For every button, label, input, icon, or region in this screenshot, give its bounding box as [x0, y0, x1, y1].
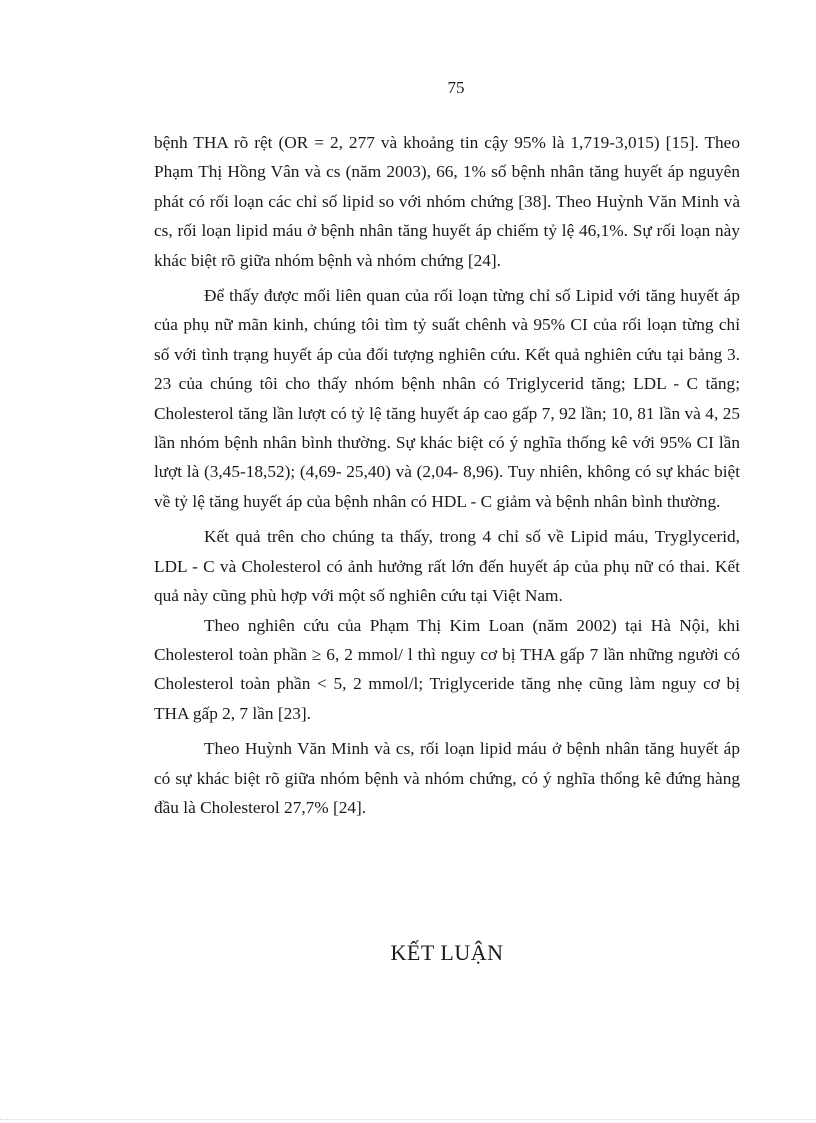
paragraph-continuation: bệnh THA rõ rệt (OR = 2, 277 và khoảng tin cậy 95% là 1,719-3,015) [15]. Theo Phạm Thị Hồng Vân và cs (năm 2003), 66, 1% số bệnh nhân tăng huyết áp nguyên phát có rối loạn các chỉ số lipid so với nhóm chứng [38]. Theo Huỳnh Văn Minh và cs, rối loạn lipid máu ở bệnh nhân tăng huyết áp chiếm tỷ lệ 46,1%. Sự rối loạn này khác biệt rõ giữa nhóm bệnh và nhóm chứng [24]. — [154, 133, 740, 270]
page-bottom-divider — [0, 1119, 816, 1120]
paragraph-results-summary: Kết quả trên cho chúng ta thấy, trong 4 chỉ số về Lipid máu, Tryglycerid, LDL - C và Cholesterol có ảnh hưởng rất lớn đến huyết áp của phụ nữ có thai. Kết quả này cũng phù hợp với một số nghiên cứu tại Việt Nam. — [154, 527, 740, 606]
body-text — [154, 128, 740, 822]
paragraph-huynh-van-minh: Theo Huỳnh Văn Minh và cs, rối loạn lipid máu ở bệnh nhân tăng huyết áp có sự khác biệt rõ giữa nhóm bệnh và nhóm chứng, có ý nghĩa thống kê đứng hàng đầu là Cholesterol 27,7% [24]. — [154, 739, 740, 817]
paragraph-kim-loan-study: Theo nghiên cứu của Phạm Thị Kim Loan (năm 2002) tại Hà Nội, khi Cholesterol toàn phần ≥ 6, 2 mmol/ l thì nguy cơ bị THA gấp 7 lần những người có Cholesterol toàn phần < 5, 2 mmol/l; Triglyceride tăng nhẹ cũng làm nguy cơ bị THA gấp 2, 7 lần [23]. — [154, 615, 740, 723]
paragraph-lipid-association: Để thấy được mối liên quan của rối loạn từng chỉ số Lipid với tăng huyết áp của phụ nữ mãn kinh, chúng tôi tìm tỷ suất chênh và 95% CI của rối loạn từng chỉ số với tình trạng huyết áp của đối tượng nghiên cứu. Kết quả nghiên cứu tại bảng 3. 23 của chúng tôi cho thấy nhóm bệnh nhân có Triglycerid tăng; LDL - C tăng; Cholesterol tăng lần lượt có tỷ lệ tăng huyết áp cao gấp 7, 92 lần; 10, 81 lần và 4, 25 lần nhóm bệnh nhân bình thường. Sự khác biệt có ý nghĩa thống kê với 95% CI lần lượt là (3,45-18,52); (4,69- 25,40) và (2,04- 8,96). Tuy nhiên, không có sự khác biệt về tỷ lệ tăng huyết áp của bệnh nhân có HDL - C giảm và bệnh nhân bình thường. — [154, 286, 740, 511]
page-number: 75 — [447, 78, 465, 97]
section-heading: KẾT LUẬN — [390, 940, 504, 965]
